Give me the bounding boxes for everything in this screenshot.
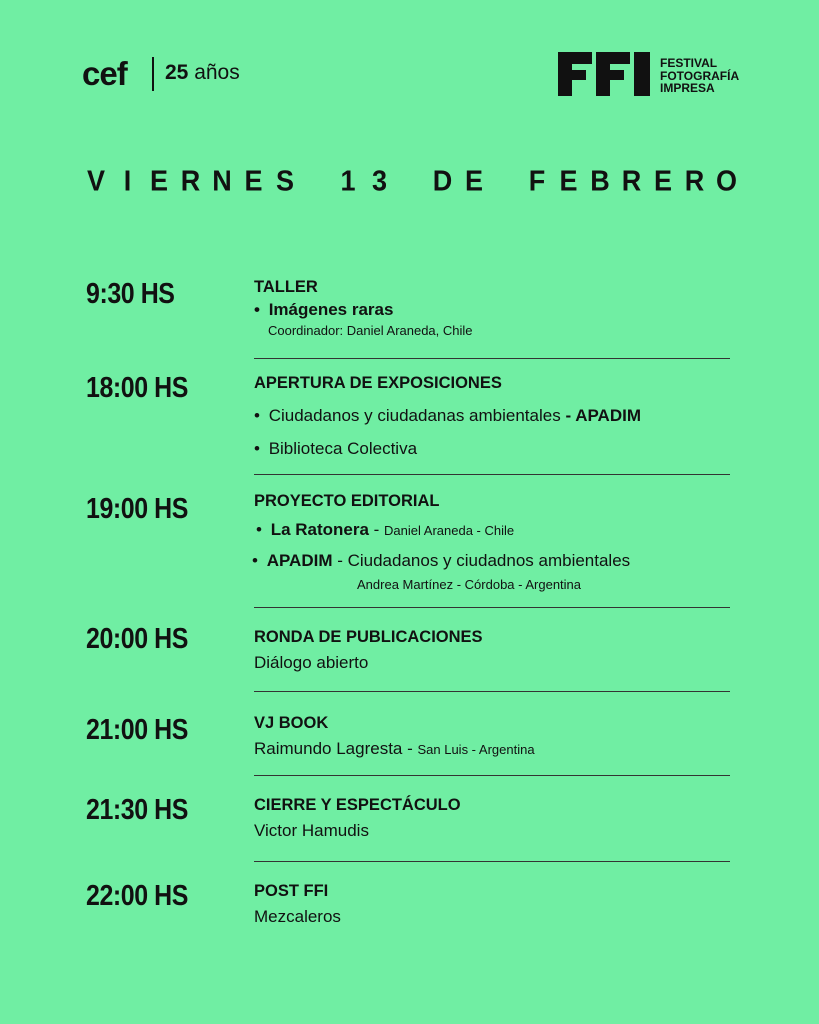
day-title-letter: F (528, 165, 546, 197)
divider (254, 775, 730, 776)
day-title-letter: D (432, 165, 453, 197)
schedule-category: VJ BOOK (254, 714, 329, 732)
day-title-letter: I (123, 165, 132, 197)
item-detail: Daniel Araneda - Chile (384, 523, 515, 538)
schedule-time: 9:30 HS (86, 278, 175, 310)
schedule-category: APERTURA DE EXPOSICIONES (254, 374, 502, 392)
day-title-letter: E (149, 165, 168, 197)
day-title (86, 165, 736, 197)
festival-line-2: FOTOGRAFÍA (660, 68, 740, 83)
ffi-logo-icon (558, 52, 652, 96)
schedule-time: 18:00 HS (86, 372, 188, 404)
schedule-line: Victor Hamudis (254, 821, 369, 840)
schedule-item (254, 299, 393, 321)
day-title-letter: V (86, 165, 105, 197)
day-title-letter: R (621, 165, 642, 197)
schedule-category: POST FFI (254, 882, 329, 900)
divider (254, 607, 730, 608)
anniversary-label (165, 60, 240, 86)
schedule-line (254, 738, 535, 761)
item-strong: APADIM (266, 551, 333, 570)
festival-name (660, 57, 739, 95)
schedule-time: 21:00 HS (86, 714, 188, 746)
anniversary-word: años (194, 61, 240, 84)
festival-line-3: IMPRESA (660, 81, 715, 95)
cef-logo: cef (82, 55, 127, 92)
schedule-line: Mezcaleros (254, 907, 341, 926)
schedule-category: PROYECTO EDITORIAL (254, 492, 440, 510)
festival-line-1: FESTIVAL (660, 56, 718, 70)
divider (254, 861, 730, 862)
day-title-letter: E (653, 165, 672, 197)
day-title-letter: B (590, 165, 610, 197)
day-title-letter: 3 (371, 165, 388, 197)
item-separator: - (368, 520, 385, 539)
schedule-item (252, 550, 630, 572)
schedule-item (254, 405, 641, 427)
day-title-letter: O (716, 165, 738, 197)
item-subtitle: Coordinador: Daniel Araneda, Chile (268, 323, 473, 338)
header-divider (152, 57, 154, 91)
schedule-item (256, 519, 514, 542)
day-title-letter: R (684, 165, 705, 197)
day-title-letter (307, 165, 327, 197)
day-title-letter: E (559, 165, 578, 197)
day-title-letter (401, 165, 421, 197)
item-text: Biblioteca Colectiva (268, 439, 418, 458)
schedule-category: CIERRE Y ESPECTÁCULO (254, 796, 461, 814)
divider (254, 691, 730, 692)
item-detail: San Luis - Argentina (417, 742, 535, 757)
divider (254, 358, 730, 359)
item-strong: APADIM (575, 406, 641, 425)
day-title-letter: 1 (340, 165, 356, 197)
item-text: Raimundo Lagresta - (254, 739, 418, 758)
day-title-letter: S (275, 165, 294, 197)
day-title-letter (496, 165, 516, 197)
item-separator: - (560, 406, 576, 425)
schedule-time: 20:00 HS (86, 623, 188, 655)
day-title-letter: E (244, 165, 263, 197)
item-title: Imágenes raras (268, 300, 394, 319)
schedule-category: TALLER (254, 278, 318, 296)
divider (254, 474, 730, 475)
schedule-line: Diálogo abierto (254, 653, 369, 672)
schedule-item (254, 438, 417, 460)
schedule-time: 22:00 HS (86, 880, 188, 912)
item-strong: La Ratonera (270, 520, 369, 539)
item-subtitle: Andrea Martínez - Córdoba - Argentina (357, 577, 582, 592)
item-text: Ciudadanos y ciudadanas ambientales (268, 406, 561, 425)
day-title-letter: E (464, 165, 483, 197)
day-title-letter: N (212, 165, 232, 197)
schedule-category: RONDA DE PUBLICACIONES (254, 628, 483, 646)
item-text: - Ciudadanos y ciudadnos ambientales (332, 551, 631, 570)
schedule-time: 21:30 HS (86, 794, 188, 826)
schedule-time: 19:00 HS (86, 493, 188, 525)
day-title-letter: R (180, 165, 201, 197)
anniversary-number: 25 (165, 61, 189, 84)
